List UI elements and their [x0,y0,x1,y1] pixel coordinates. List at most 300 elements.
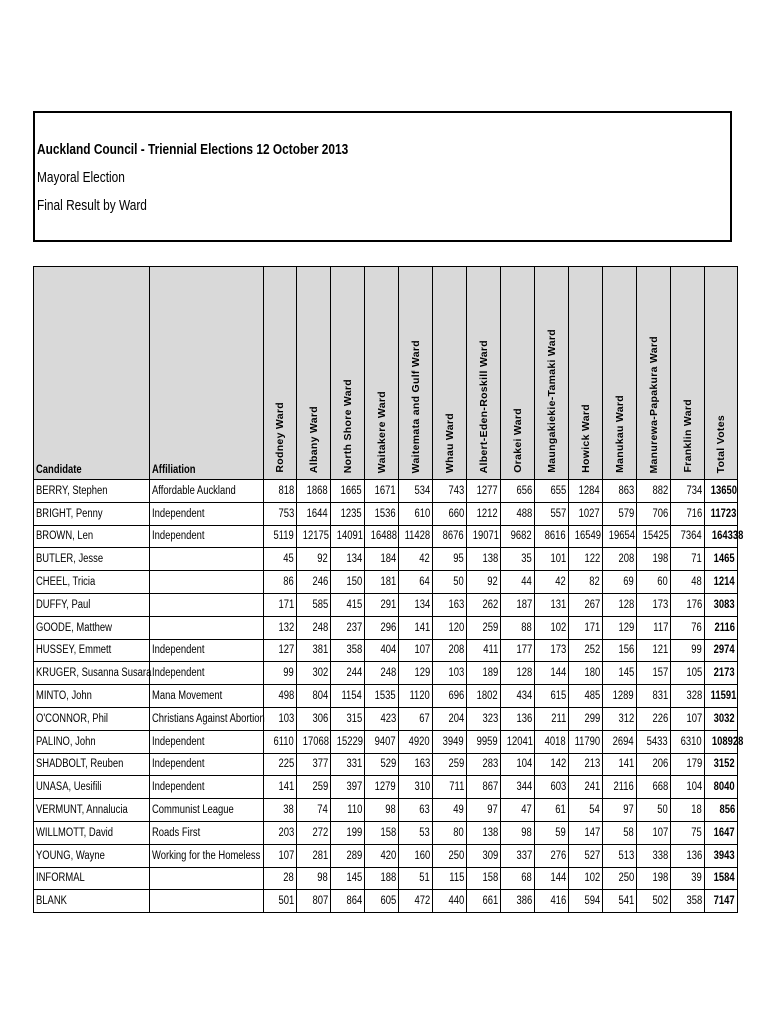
vote-cell: 2694 [603,730,637,753]
affiliation-cell: Independent [150,753,264,776]
vote-cell: 61 [535,799,569,822]
vote-cell: 11428 [399,525,433,548]
vote-cell: 440 [433,890,467,913]
candidate-cell: KRUGER, Susanna Susara [34,662,150,685]
column-header-ward: Franklin Ward [671,267,705,480]
vote-cell: 97 [603,799,637,822]
vote-cell: 98 [297,867,331,890]
vote-cell: 711 [433,776,467,799]
vote-cell: 1027 [569,502,603,525]
vote-cell: 42 [535,571,569,594]
table-row [34,639,738,662]
vote-cell: 206 [637,753,671,776]
vote-cell: 44 [501,571,535,594]
total-votes-cell: 3032 [705,707,738,730]
affiliation-cell: Independent [150,776,264,799]
candidate-cell: BROWN, Len [34,525,150,548]
table-row [34,593,738,616]
vote-cell: 132 [264,616,297,639]
candidate-cell: BUTLER, Jesse [34,548,150,571]
vote-cell: 867 [467,776,501,799]
vote-cell: 309 [467,844,501,867]
vote-cell: 92 [297,548,331,571]
vote-cell: 4920 [399,730,433,753]
vote-cell: 101 [535,548,569,571]
vote-cell: 144 [535,662,569,685]
affiliation-cell [150,593,264,616]
report-title: Auckland Council - Triennial Elections 12 October 2013 [37,142,349,158]
total-votes-cell: 11723 [705,502,738,525]
vote-cell: 1535 [365,685,399,708]
candidate-cell: VERMUNT, Annalucia [34,799,150,822]
vote-cell: 9407 [365,730,399,753]
column-header-ward: Albany Ward [297,267,331,480]
vote-cell: 529 [365,753,399,776]
vote-cell: 1868 [297,480,331,503]
table-row [34,502,738,525]
vote-cell: 144 [535,867,569,890]
vote-cell: 138 [467,821,501,844]
table-row [34,571,738,594]
vote-cell: 864 [331,890,365,913]
affiliation-cell: Independent [150,730,264,753]
vote-cell: 122 [569,548,603,571]
vote-cell: 141 [264,776,297,799]
column-header-ward: Maungakiekie-Tamaki Ward [535,267,569,480]
vote-cell: 246 [297,571,331,594]
vote-cell: 138 [467,548,501,571]
candidate-cell: PALINO, John [34,730,150,753]
column-header-ward: Manukau Ward [603,267,637,480]
vote-cell: 323 [467,707,501,730]
vote-cell: 92 [467,571,501,594]
total-votes-cell: 1647 [705,821,738,844]
vote-cell: 289 [331,844,365,867]
total-votes-cell: 164338 [705,525,738,548]
vote-cell: 831 [637,685,671,708]
report-subtitle: Mayoral Election [37,170,125,186]
vote-cell: 337 [501,844,535,867]
total-votes-cell: 1584 [705,867,738,890]
vote-cell: 107 [264,844,297,867]
vote-cell: 4018 [535,730,569,753]
vote-cell: 28 [264,867,297,890]
vote-cell: 1671 [365,480,399,503]
vote-cell: 180 [569,662,603,685]
vote-cell: 1536 [365,502,399,525]
vote-cell: 7364 [671,525,705,548]
vote-cell: 5433 [637,730,671,753]
vote-cell: 105 [671,662,705,685]
vote-cell: 661 [467,890,501,913]
vote-cell: 107 [399,639,433,662]
vote-cell: 250 [433,844,467,867]
vote-cell: 863 [603,480,637,503]
vote-cell: 104 [501,753,535,776]
vote-cell: 188 [365,867,399,890]
column-header-candidate: Candidate [34,267,150,480]
vote-cell: 415 [331,593,365,616]
vote-cell: 706 [637,502,671,525]
vote-cell: 244 [331,662,365,685]
vote-cell: 163 [433,593,467,616]
vote-cell: 39 [671,867,705,890]
affiliation-cell [150,616,264,639]
vote-cell: 127 [264,639,297,662]
total-votes-cell: 1214 [705,571,738,594]
vote-cell: 259 [297,776,331,799]
vote-cell: 16549 [569,525,603,548]
candidate-cell: GOODE, Matthew [34,616,150,639]
total-votes-cell: 11591 [705,685,738,708]
vote-cell: 381 [297,639,331,662]
vote-cell: 208 [433,639,467,662]
results-table [33,266,744,913]
total-votes-cell: 2116 [705,616,738,639]
candidate-cell: INFORMAL [34,867,150,890]
vote-cell: 557 [535,502,569,525]
vote-cell: 173 [637,593,671,616]
vote-cell: 141 [603,753,637,776]
affiliation-cell: Independent [150,525,264,548]
vote-cell: 276 [535,844,569,867]
vote-cell: 99 [671,639,705,662]
vote-cell: 272 [297,821,331,844]
vote-cell: 594 [569,890,603,913]
vote-cell: 102 [535,616,569,639]
vote-cell: 86 [264,571,297,594]
total-votes-cell: 8040 [705,776,738,799]
table-row [34,776,738,799]
vote-cell: 291 [365,593,399,616]
column-header-ward: Orakei Ward [501,267,535,480]
vote-cell: 1212 [467,502,501,525]
vote-cell: 818 [264,480,297,503]
vote-cell: 488 [501,502,535,525]
vote-cell: 804 [297,685,331,708]
candidate-cell: BRIGHT, Penny [34,502,150,525]
vote-cell: 541 [603,890,637,913]
table-row [34,753,738,776]
vote-cell: 11790 [569,730,603,753]
vote-cell: 203 [264,821,297,844]
vote-cell: 603 [535,776,569,799]
vote-cell: 434 [501,685,535,708]
vote-cell: 296 [365,616,399,639]
vote-cell: 716 [671,502,705,525]
vote-cell: 103 [264,707,297,730]
candidate-cell: CHEEL, Tricia [34,571,150,594]
affiliation-cell: Roads First [150,821,264,844]
vote-cell: 50 [433,571,467,594]
vote-cell: 120 [433,616,467,639]
vote-cell: 8616 [535,525,569,548]
vote-cell: 252 [569,639,603,662]
vote-cell: 281 [297,844,331,867]
vote-cell: 95 [433,548,467,571]
vote-cell: 310 [399,776,433,799]
vote-cell: 472 [399,890,433,913]
vote-cell: 1154 [331,685,365,708]
candidate-cell: WILLMOTT, David [34,821,150,844]
vote-cell: 211 [535,707,569,730]
vote-cell: 248 [297,616,331,639]
vote-cell: 171 [264,593,297,616]
candidate-cell: BLANK [34,890,150,913]
candidate-cell: MINTO, John [34,685,150,708]
column-header-ward: Whau Ward [433,267,467,480]
vote-cell: 204 [433,707,467,730]
vote-cell: 38 [264,799,297,822]
vote-cell: 302 [297,662,331,685]
vote-cell: 262 [467,593,501,616]
vote-cell: 147 [569,821,603,844]
vote-cell: 150 [331,571,365,594]
column-header-ward: Manurewa-Papakura Ward [637,267,671,480]
vote-cell: 411 [467,639,501,662]
vote-cell: 59 [535,821,569,844]
vote-cell: 142 [535,753,569,776]
vote-cell: 160 [399,844,433,867]
vote-cell: 102 [569,867,603,890]
vote-cell: 299 [569,707,603,730]
vote-cell: 179 [671,753,705,776]
vote-cell: 98 [365,799,399,822]
vote-cell: 184 [365,548,399,571]
vote-cell: 107 [637,821,671,844]
table-row [34,685,738,708]
vote-cell: 753 [264,502,297,525]
vote-cell: 136 [671,844,705,867]
vote-cell: 60 [637,571,671,594]
vote-cell: 696 [433,685,467,708]
vote-cell: 53 [399,821,433,844]
vote-cell: 80 [433,821,467,844]
total-votes-cell: 13650 [705,480,738,503]
vote-cell: 110 [331,799,365,822]
vote-cell: 76 [671,616,705,639]
vote-cell: 82 [569,571,603,594]
vote-cell: 58 [603,821,637,844]
vote-cell: 198 [637,548,671,571]
vote-cell: 498 [264,685,297,708]
vote-cell: 225 [264,753,297,776]
vote-cell: 420 [365,844,399,867]
total-votes-cell: 3152 [705,753,738,776]
table-row [34,799,738,822]
vote-cell: 88 [501,616,535,639]
affiliation-cell: Christians Against Abortion [150,707,264,730]
vote-cell: 189 [467,662,501,685]
vote-cell: 9682 [501,525,535,548]
vote-cell: 129 [399,662,433,685]
vote-cell: 156 [603,639,637,662]
column-header-ward: Howick Ward [569,267,603,480]
vote-cell: 404 [365,639,399,662]
vote-cell: 734 [671,480,705,503]
vote-cell: 121 [637,639,671,662]
affiliation-cell [150,867,264,890]
vote-cell: 136 [501,707,535,730]
vote-cell: 1279 [365,776,399,799]
vote-cell: 157 [637,662,671,685]
vote-cell: 9959 [467,730,501,753]
affiliation-cell: Communist League [150,799,264,822]
affiliation-cell [150,548,264,571]
vote-cell: 585 [297,593,331,616]
affiliation-cell: Mana Movement [150,685,264,708]
table-row [34,548,738,571]
vote-cell: 344 [501,776,535,799]
vote-cell: 199 [331,821,365,844]
vote-cell: 668 [637,776,671,799]
candidate-cell: HUSSEY, Emmett [34,639,150,662]
vote-cell: 74 [297,799,331,822]
affiliation-cell: Working for the Homeless [150,844,264,867]
header-row [34,267,738,480]
vote-cell: 47 [501,799,535,822]
vote-cell: 15229 [331,730,365,753]
vote-cell: 615 [535,685,569,708]
vote-cell: 534 [399,480,433,503]
vote-cell: 19071 [467,525,501,548]
vote-cell: 237 [331,616,365,639]
vote-cell: 655 [535,480,569,503]
vote-cell: 6310 [671,730,705,753]
vote-cell: 250 [603,867,637,890]
vote-cell: 177 [501,639,535,662]
vote-cell: 117 [637,616,671,639]
vote-cell: 283 [467,753,501,776]
total-votes-cell: 1465 [705,548,738,571]
column-header-ward: Rodney Ward [264,267,297,480]
vote-cell: 1665 [331,480,365,503]
vote-cell: 69 [603,571,637,594]
affiliation-cell: Independent [150,662,264,685]
vote-cell: 103 [433,662,467,685]
vote-cell: 3949 [433,730,467,753]
vote-cell: 358 [671,890,705,913]
vote-cell: 98 [501,821,535,844]
total-votes-cell: 3943 [705,844,738,867]
vote-cell: 743 [433,480,467,503]
table-row [34,707,738,730]
vote-cell: 107 [671,707,705,730]
vote-cell: 63 [399,799,433,822]
vote-cell: 1802 [467,685,501,708]
vote-cell: 50 [637,799,671,822]
vote-cell: 15425 [637,525,671,548]
total-votes-cell: 108928 [705,730,738,753]
vote-cell: 42 [399,548,433,571]
vote-cell: 386 [501,890,535,913]
vote-cell: 16488 [365,525,399,548]
vote-cell: 129 [603,616,637,639]
vote-cell: 1284 [569,480,603,503]
vote-cell: 338 [637,844,671,867]
vote-cell: 67 [399,707,433,730]
vote-cell: 145 [331,867,365,890]
vote-cell: 128 [603,593,637,616]
candidate-cell: O'CONNOR, Phil [34,707,150,730]
vote-cell: 306 [297,707,331,730]
vote-cell: 660 [433,502,467,525]
candidate-cell: YOUNG, Wayne [34,844,150,867]
total-votes-cell: 3083 [705,593,738,616]
vote-cell: 882 [637,480,671,503]
column-header-ward: North Shore Ward [331,267,365,480]
vote-cell: 171 [569,616,603,639]
vote-cell: 1120 [399,685,433,708]
vote-cell: 181 [365,571,399,594]
vote-cell: 656 [501,480,535,503]
vote-cell: 75 [671,821,705,844]
title-box [33,111,732,242]
vote-cell: 267 [569,593,603,616]
vote-cell: 176 [671,593,705,616]
vote-cell: 141 [399,616,433,639]
vote-cell: 163 [399,753,433,776]
candidate-cell: BERRY, Stephen [34,480,150,503]
vote-cell: 527 [569,844,603,867]
vote-cell: 187 [501,593,535,616]
vote-cell: 423 [365,707,399,730]
vote-cell: 213 [569,753,603,776]
vote-cell: 807 [297,890,331,913]
vote-cell: 54 [569,799,603,822]
total-votes-cell: 2974 [705,639,738,662]
column-header-ward: Albert-Eden-Roskill Ward [467,267,501,480]
table-row [34,480,738,503]
column-header-ward: Waitakere Ward [365,267,399,480]
vote-cell: 64 [399,571,433,594]
total-votes-cell: 2173 [705,662,738,685]
column-header-ward: Waitemata and Gulf Ward [399,267,433,480]
vote-cell: 315 [331,707,365,730]
vote-cell: 1644 [297,502,331,525]
vote-cell: 502 [637,890,671,913]
vote-cell: 99 [264,662,297,685]
vote-cell: 115 [433,867,467,890]
vote-cell: 312 [603,707,637,730]
vote-cell: 19654 [603,525,637,548]
total-votes-cell: 856 [705,799,738,822]
vote-cell: 485 [569,685,603,708]
vote-cell: 259 [467,616,501,639]
column-header-total-votes: Total Votes [705,267,738,480]
vote-cell: 5119 [264,525,297,548]
vote-cell: 377 [297,753,331,776]
vote-cell: 49 [433,799,467,822]
vote-cell: 48 [671,571,705,594]
candidate-cell: SHADBOLT, Reuben [34,753,150,776]
vote-cell: 2116 [603,776,637,799]
vote-cell: 173 [535,639,569,662]
vote-cell: 35 [501,548,535,571]
vote-cell: 18 [671,799,705,822]
report-subtitle-2: Final Result by Ward [37,198,147,214]
vote-cell: 605 [365,890,399,913]
vote-cell: 358 [331,639,365,662]
vote-cell: 68 [501,867,535,890]
affiliation-cell: Independent [150,502,264,525]
vote-cell: 12175 [297,525,331,548]
vote-cell: 71 [671,548,705,571]
vote-cell: 12041 [501,730,535,753]
table-row [34,821,738,844]
table-row [34,662,738,685]
vote-cell: 134 [331,548,365,571]
